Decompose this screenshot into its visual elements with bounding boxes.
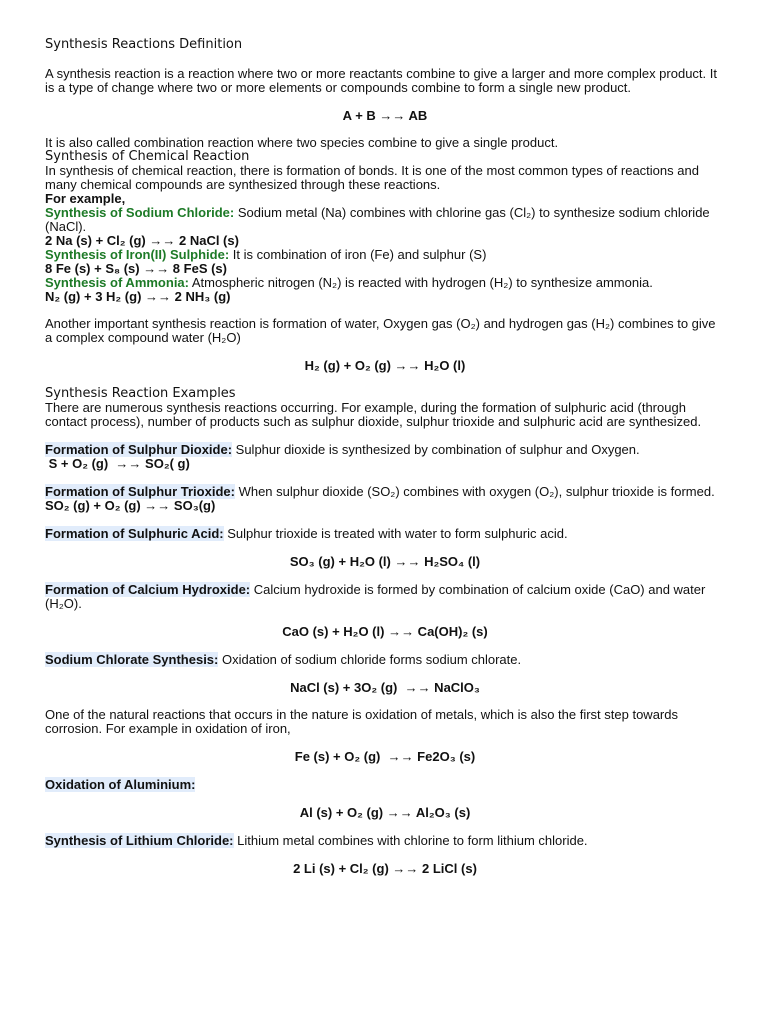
example-text: It is combination of iron (Fe) and sulphur (S) bbox=[229, 247, 487, 262]
oxidation-paragraph: One of the natural reactions that occurs in the nature is oxidation of metals, which is also the first step towards corrosion. For example in oxidation of iron, bbox=[45, 707, 678, 736]
item-sulphuric-acid bbox=[45, 527, 725, 541]
example-sodium-chloride bbox=[45, 206, 725, 234]
equation-ammonia: N₂ (g) + 3 H₂ (g) →→ 2 NH₃ (g) bbox=[45, 289, 231, 304]
chemical-heading: Synthesis of Chemical Reaction bbox=[45, 149, 250, 164]
item-label: Formation of Sulphuric Acid: bbox=[45, 526, 224, 541]
item-label: Oxidation of Aluminium: bbox=[45, 777, 196, 792]
combination-note: It is also called combination reaction where two species combine to give a single product. bbox=[45, 135, 559, 150]
examples-heading: Synthesis Reaction Examples bbox=[45, 386, 236, 401]
for-example-label: For example, bbox=[45, 191, 126, 206]
item-sulphur-dioxide bbox=[45, 443, 725, 457]
item-sodium-chlorate bbox=[45, 653, 725, 667]
water-equation: H₂ (g) + O₂ (g) →→ H₂O (l) bbox=[304, 358, 466, 373]
item-label: Synthesis of Lithium Chloride: bbox=[45, 833, 234, 848]
item-text: When sulphur dioxide (SO₂) combines with oxygen (O₂), sulphur trioxide is formed. bbox=[234, 484, 715, 499]
example-label: Synthesis of Iron(II) Sulphide: bbox=[45, 247, 230, 262]
item-lithium-chloride bbox=[45, 834, 725, 848]
example-label: Synthesis of Sodium Chloride: bbox=[45, 205, 235, 220]
ab-equation: A + B →→ AB bbox=[342, 108, 428, 123]
example-label: Synthesis of Ammonia: bbox=[45, 275, 189, 290]
item-label: Formation of Sulphur Dioxide: bbox=[45, 442, 233, 457]
item-text: Oxidation of sodium chloride forms sodium chlorate. bbox=[218, 652, 522, 667]
definition-heading: Synthesis Reactions Definition bbox=[45, 37, 243, 52]
equation-sulphuric-acid: SO₃ (g) + H₂O (l) →→ H₂SO₄ (l) bbox=[289, 554, 481, 569]
item-sulphur-trioxide bbox=[45, 485, 725, 499]
example-text: Atmospheric nitrogen (N₂) is reacted with hydrogen (H₂) to synthesize ammonia. bbox=[188, 275, 653, 290]
equation-aluminium: Al (s) + O₂ (g) →→ Al₂O₃ (s) bbox=[299, 805, 471, 820]
example-text: Sodium metal (Na) combines with chlorine gas (Cl₂) to synthesize sodium chloride (NaCl). bbox=[45, 205, 710, 234]
chemical-paragraph: In synthesis of chemical reaction, there is formation of bonds. It is one of the most common types of reactions and many chemical compounds are synthesized through these reactions. bbox=[45, 163, 699, 192]
item-label: Sodium Chlorate Synthesis: bbox=[45, 652, 219, 667]
item-calcium-hydroxide bbox=[45, 583, 725, 611]
definition-paragraph: A synthesis reaction is a reaction where two or more reactants combine to give a larger and more complex product. It is a type of change where two or more elements or compounds combine to form a single new product. bbox=[45, 66, 717, 95]
item-aluminium bbox=[45, 778, 725, 792]
equation-sulphur-dioxide: S + O₂ (g) →→ SO₂( g) bbox=[45, 456, 190, 471]
equation-calcium-hydroxide: CaO (s) + H₂O (l) →→ Ca(OH)₂ (s) bbox=[282, 624, 488, 639]
equation-sulphur-trioxide: SO₂ (g) + O₂ (g) →→ SO₃(g) bbox=[45, 498, 216, 513]
equation-lithium-chloride: 2 Li (s) + Cl₂ (g) →→ 2 LiCl (s) bbox=[293, 861, 477, 876]
equation-iron-sulphide: 8 Fe (s) + S₈ (s) →→ 8 FeS (s) bbox=[45, 261, 227, 276]
equation-sodium-chlorate: NaCl (s) + 3O₂ (g) →→ NaClO₃ bbox=[290, 680, 480, 695]
equation-sodium-chloride: 2 Na (s) + Cl₂ (g) →→ 2 NaCl (s) bbox=[45, 233, 239, 248]
item-label: Formation of Sulphur Trioxide: bbox=[45, 484, 235, 499]
item-text: Calcium hydroxide is formed by combination of calcium oxide (CaO) and water (H₂O). bbox=[45, 582, 706, 611]
item-label: Formation of Calcium Hydroxide: bbox=[45, 582, 251, 597]
item-text: Sulphur dioxide is synthesized by combination of sulphur and Oxygen. bbox=[232, 442, 640, 457]
item-text: Sulphur trioxide is treated with water to form sulphuric acid. bbox=[223, 526, 568, 541]
oxidation-equation: Fe (s) + O₂ (g) →→ Fe2O₃ (s) bbox=[294, 749, 476, 764]
examples-paragraph: There are numerous synthesis reactions occurring. For example, during the formation of sulphuric acid (through contact process), number of products such as sulphur dioxide, sulphur trioxide and sulphuric acid are synthesized. bbox=[45, 400, 702, 429]
water-paragraph: Another important synthesis reaction is formation of water, Oxygen gas (O₂) and hydrogen gas (H₂) combines to give a complex compound water (H₂O) bbox=[45, 316, 716, 345]
example-iron-sulphide bbox=[45, 248, 725, 262]
example-ammonia bbox=[45, 276, 725, 290]
item-text: Lithium metal combines with chlorine to form lithium chloride. bbox=[233, 833, 588, 848]
document-page bbox=[45, 38, 725, 876]
